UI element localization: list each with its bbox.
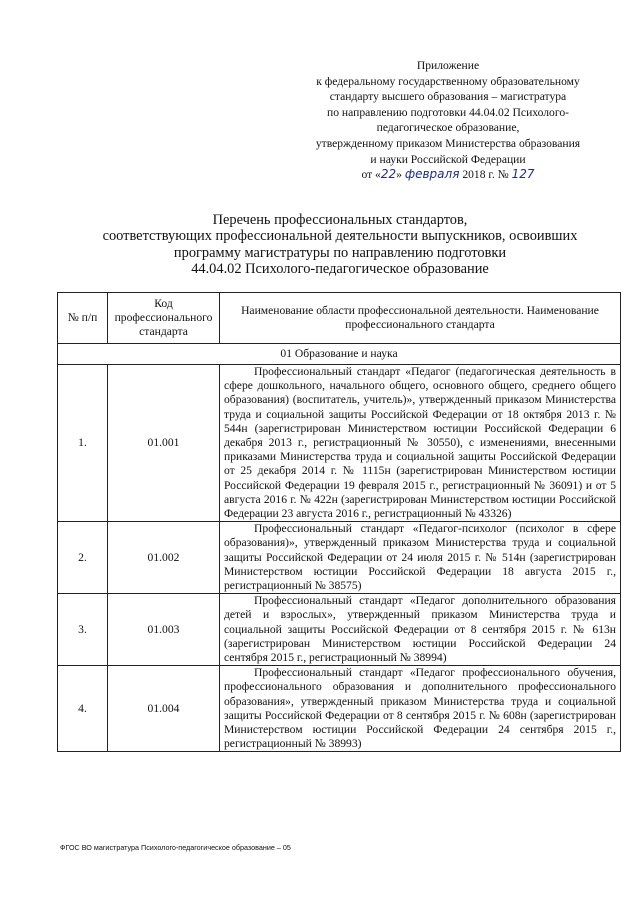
row-number: 3. (58, 594, 108, 666)
header-name: Наименование области профессиональной деятельности. Наименование профессионального стандарта (220, 293, 621, 344)
appendix-line: стандарту высшего образования – магистратура (329, 90, 567, 104)
handwritten-month: февраля (404, 167, 460, 182)
handwritten-day: 22 (380, 167, 397, 182)
row-code: 01.003 (108, 594, 220, 666)
order-date-line (292, 167, 604, 183)
row-code: 01.004 (108, 666, 220, 752)
title-line: 44.04.02 Психолого-педагогическое образование (191, 261, 489, 278)
row-number: 1. (58, 365, 108, 522)
row-description: Профессиональный стандарт «Педагог (педагогическая деятельность в сфере дошкольного, начального общего, основного общего, среднего общего образования) (воспитатель, учитель)», утвержденный приказом Министерства труда и социальной защиты Российской Федерации от 18 октября 2013 г. № 544н (зарегистрирован Министерством юстиции Российской Федерации 6 декабря 2013 г., регистрационный № 30550), с изменениями, внесенными приказами Министерства труда и социальной защиты Российской Федерации от 25 декабря 2014 г. № 1115н (зарегистрирован Министерством юстиции Российской Федерации 19 февраля 2015 г., регистрационный № 36091) и от 5 августа 2016 г. № 422н (зарегистрирован Министерством юстиции Российской Федерации 23 августа 2016 г., регистрационный № 43326) (220, 365, 621, 522)
row-number: 4. (58, 666, 108, 752)
document-title (60, 212, 620, 278)
appendix-block (292, 58, 604, 183)
handwritten-order-number: 127 (511, 167, 535, 182)
title-line: Перечень профессиональных стандартов, (212, 212, 468, 228)
appendix-line: утвержденному приказом Министерства образования (315, 136, 581, 150)
row-number: 2. (58, 522, 108, 594)
section-row (58, 344, 621, 365)
row-code: 01.002 (108, 522, 220, 594)
table-row (58, 522, 621, 594)
row-code: 01.001 (108, 365, 220, 522)
table-row (58, 365, 621, 522)
row-description: Профессиональный стандарт «Педагог-психолог (психолог в сфере образования)», утвержденный приказом Министерства труда и социальной защиты Российской Федерации от 24 июля 2015 г. № 514н (зарегистрирован Министерством юстиции Российской Федерации 18 августа 2015 г., регистрационный № 38575) (220, 522, 621, 594)
appendix-line: и науки Российской Федерации (370, 152, 526, 166)
header-code: Код профессионального стандарта (108, 293, 220, 344)
appendix-line: по направлению подготовки 44.04.02 Психолого- (327, 105, 569, 119)
section-title: 01 Образование и наука (58, 344, 621, 365)
row-description: Профессиональный стандарт «Педагог дополнительного образования детей и взрослых», утвержденный приказом Министерства труда и социальной защиты Российской Федерации от 8 сентября 2015 г. № 613н (зарегистрирован Министерством юстиции Российской Федерации 24 сентября 2015 г., регистрационный № 38994) (220, 594, 621, 666)
date-prefix: от « (361, 168, 381, 182)
row-description: Профессиональный стандарт «Педагог профессионального обучения, профессионального образования и дополнительного профессионального образования», утвержденный приказом Министерства труда и социальной защиты Российской Федерации от 8 сентября 2015 г. № 608н (зарегистрирован Министерством юстиции Российской Федерации 24 сентября 2015 г., регистрационный № 38993) (220, 666, 621, 752)
appendix-line: Приложение (416, 59, 480, 72)
date-year: 2018 г. № (459, 168, 509, 182)
appendix-line: к федеральному государственному образовательному (316, 74, 580, 88)
table-row (58, 666, 621, 752)
table-row (58, 594, 621, 666)
appendix-line: педагогическое образование, (376, 121, 520, 135)
table-header-row (58, 293, 621, 344)
page-footer: ФГОС ВО магистратура Психолого-педагогическое образование – 05 (60, 843, 291, 852)
title-line: соответствующих профессиональной деятельности выпускников, освоивших (102, 228, 578, 245)
standards-table (57, 292, 621, 752)
title-line: программу магистратуры по направлению подготовки (173, 244, 507, 261)
date-separator: » (396, 168, 405, 182)
header-number: № п/п (58, 293, 108, 344)
